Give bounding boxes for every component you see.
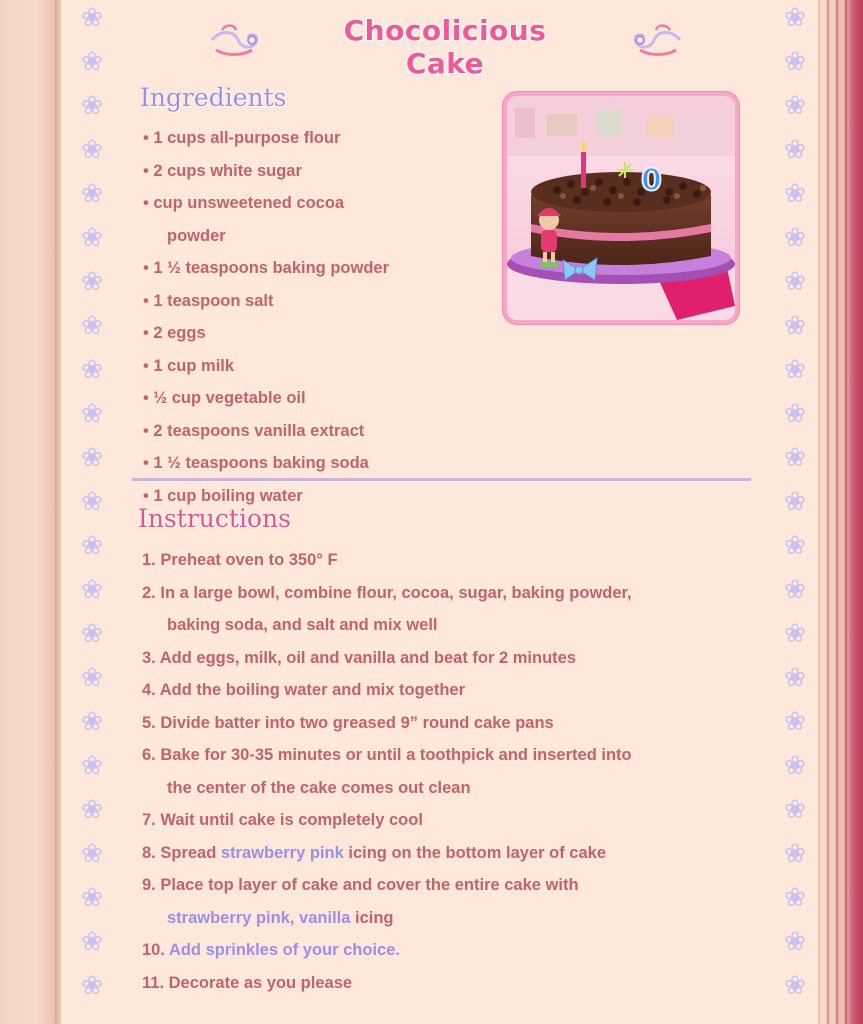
- flower-icon: ❀: [784, 795, 806, 825]
- swirl-icon: [208, 20, 266, 62]
- ingredient-item: [143, 350, 503, 383]
- ingredient-item: [143, 122, 503, 155]
- instruction-step: [142, 739, 762, 804]
- instruction-text: Divide batter into two greased 9” round cake pans: [160, 713, 554, 732]
- flower-icon: ❀: [81, 575, 103, 605]
- flower-icon: ❀: [81, 707, 103, 737]
- instruction-cont: baking soda, and salt and mix well: [167, 616, 438, 634]
- instruction-num: 6.: [142, 746, 156, 764]
- ingredient-text: • cup unsweetened cocoa: [143, 194, 345, 212]
- ingredient-text: • 2 eggs: [143, 324, 206, 342]
- instruction-cont: the center of the cake comes out clean: [167, 778, 471, 797]
- ingredient-text: • 1 teaspoon salt: [143, 291, 274, 310]
- book-spine-stripes: [818, 0, 863, 1024]
- instruction-text: Decorate as you please: [168, 973, 353, 992]
- flower-icon: ❀: [81, 311, 103, 341]
- instruction-step: [142, 674, 762, 707]
- flower-icon: ❀: [784, 575, 806, 605]
- instruction-text: Bake for 30-35 minutes or until a toothpick and inserted into: [160, 746, 632, 764]
- flower-icon: ❀: [81, 971, 103, 1001]
- flower-icon: ❀: [784, 751, 806, 781]
- instruction-num: 3.: [142, 648, 156, 667]
- instruction-step: [142, 967, 762, 1000]
- flower-icon: ❀: [784, 927, 806, 957]
- instruction-step: [142, 577, 762, 642]
- flower-icon: ❀: [81, 3, 103, 33]
- instructions-list: [142, 544, 762, 999]
- flower-icon: ❀: [81, 619, 103, 649]
- flower-icon: ❀: [784, 47, 806, 77]
- flower-icon: ❀: [784, 399, 806, 429]
- flower-icon: ❀: [81, 135, 103, 165]
- instruction-cont-hl: strawberry pink, vanilla: [167, 908, 351, 927]
- flower-icon: ❀: [81, 927, 103, 957]
- flower-icon: ❀: [81, 839, 103, 869]
- ingredient-item: [143, 252, 503, 285]
- instruction-step: [142, 642, 762, 675]
- book-left-edge: [0, 0, 60, 1024]
- instruction-num: 7.: [142, 811, 156, 829]
- flower-icon: ❀: [784, 619, 806, 649]
- flower-icon: ❀: [81, 751, 103, 781]
- flower-icon: ❀: [784, 91, 806, 121]
- right-flower-border: [781, 0, 811, 1024]
- instruction-num: 1.: [142, 551, 156, 569]
- instruction-step: [142, 804, 762, 837]
- instruction-text: Preheat oven to 350° F: [160, 551, 338, 569]
- ingredient-text: • 1 cup milk: [143, 356, 235, 375]
- ingredients-heading: Ingredients: [140, 83, 287, 112]
- instruction-post: icing on the bottom layer of cake: [343, 843, 606, 862]
- flower-icon: ❀: [784, 3, 806, 33]
- ingredient-item: [143, 317, 503, 350]
- instruction-num: 10.: [142, 941, 165, 959]
- ingredient-item: [143, 447, 503, 480]
- ingredient-text: • 1 ½ teaspoons baking powder: [143, 259, 389, 277]
- recipe-title: Chocolicious Cake: [343, 14, 547, 80]
- instruction-text: Add eggs, milk, oil and vanilla and beat for 2 minutes: [159, 648, 576, 667]
- instruction-num: 11.: [142, 973, 165, 992]
- instruction-num: 4.: [142, 681, 156, 699]
- instruction-step: [142, 869, 762, 934]
- flower-icon: ❀: [81, 399, 103, 429]
- ingredient-text: • 2 cups white sugar: [143, 161, 302, 180]
- instruction-hl: Add sprinkles of your choice.: [168, 941, 400, 959]
- instruction-step: [142, 934, 762, 967]
- ingredient-item: [143, 285, 503, 318]
- flower-icon: ❀: [784, 531, 806, 561]
- flower-icon: ❀: [81, 223, 103, 253]
- ingredient-text: • 2 teaspoons vanilla extract: [143, 421, 365, 440]
- ingredient-item: [143, 220, 503, 253]
- flower-icon: ❀: [81, 179, 103, 209]
- ingredient-text: • 1 ½ teaspoons baking soda: [143, 454, 369, 472]
- flower-icon: ❀: [81, 47, 103, 77]
- flower-icon: ❀: [784, 971, 806, 1001]
- flower-icon: ❀: [81, 487, 103, 517]
- instruction-text: In a large bowl, combine flour, cocoa, sugar, baking powder,: [160, 583, 632, 602]
- instruction-step: [142, 544, 762, 577]
- instruction-hl: strawberry pink: [220, 843, 344, 862]
- flower-icon: ❀: [784, 267, 806, 297]
- flower-icon: ❀: [81, 91, 103, 121]
- instruction-text: Add the boiling water and mix together: [159, 681, 466, 699]
- flower-icon: ❀: [784, 663, 806, 693]
- ingredient-item: [143, 382, 503, 415]
- flower-icon: ❀: [784, 223, 806, 253]
- flower-icon: ❀: [81, 663, 103, 693]
- flower-icon: ❀: [81, 355, 103, 385]
- flower-icon: ❀: [784, 487, 806, 517]
- instructions-heading: Instructions: [138, 504, 291, 533]
- left-flower-border: [78, 0, 108, 1024]
- ingredient-item: [143, 187, 503, 220]
- instruction-text: Place top layer of cake and cover the entire cake with: [160, 876, 579, 894]
- flower-icon: ❀: [784, 839, 806, 869]
- flower-icon: ❀: [784, 179, 806, 209]
- instruction-text: Wait until cake is completely cool: [160, 811, 423, 829]
- instruction-num: 5.: [142, 713, 156, 732]
- ingredients-list: [143, 122, 503, 512]
- flower-icon: ❀: [81, 531, 103, 561]
- flower-icon: ❀: [784, 883, 806, 913]
- ingredient-text: powder: [167, 226, 226, 245]
- section-divider: [132, 478, 751, 481]
- instruction-step: [142, 707, 762, 740]
- flower-icon: ❀: [784, 311, 806, 341]
- ingredient-text: • 1 cup boiling water: [143, 486, 303, 505]
- flower-icon: ❀: [784, 135, 806, 165]
- flower-icon: ❀: [784, 355, 806, 385]
- cake-photo: [503, 92, 739, 324]
- instruction-step: [142, 837, 762, 870]
- ingredient-text: • ½ cup vegetable oil: [143, 389, 306, 407]
- instruction-pre: Spread: [160, 843, 221, 862]
- svg-text:0: 0: [641, 163, 662, 198]
- instruction-num: 2.: [142, 583, 156, 602]
- instruction-num: 8.: [142, 843, 156, 862]
- flower-icon: ❀: [784, 443, 806, 473]
- flower-icon: ❀: [81, 795, 103, 825]
- swirl-icon: [626, 20, 684, 62]
- flower-icon: ❀: [81, 443, 103, 473]
- ingredient-text: • 1 cups all-purpose flour: [143, 129, 341, 147]
- flower-icon: ❀: [81, 883, 103, 913]
- instruction-cont-post: icing: [350, 908, 394, 927]
- cake-image: [507, 96, 735, 320]
- flower-icon: ❀: [81, 267, 103, 297]
- instruction-num: 9.: [142, 876, 156, 894]
- instruction-continuation: [142, 902, 762, 935]
- flower-icon: ❀: [784, 707, 806, 737]
- ingredient-item: [143, 415, 503, 448]
- ingredient-item: [143, 155, 503, 188]
